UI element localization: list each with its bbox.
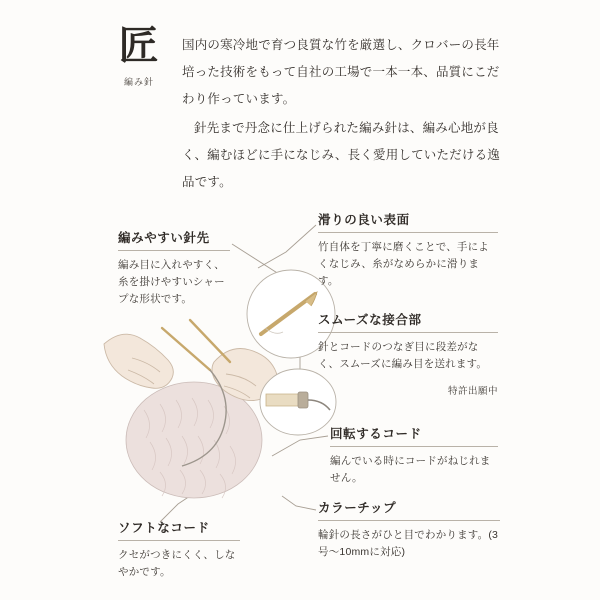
- callout-rule: [318, 332, 498, 333]
- callout-soft-cord: [118, 518, 240, 581]
- callout-rule: [330, 446, 498, 447]
- callout-body: 編み目に入れやすく、糸を掛けやすいシャープな形状です。: [118, 259, 225, 305]
- brand-subtitle: 編み針: [123, 77, 154, 87]
- callout-rule: [318, 232, 498, 233]
- callout-rotating-cord: [330, 424, 498, 487]
- callout-title: 編みやすい針先: [118, 231, 210, 245]
- callout-title: 滑りの良い表面: [318, 213, 410, 227]
- patent-pending-note: 特許出願中: [447, 386, 498, 397]
- callout-body: 竹自体を丁寧に磨くことで、手によくなじみ、糸がなめらかに滑ります。: [318, 241, 489, 287]
- lead-paragraph-1: 国内の寒冷地で育つ良質な竹を厳選し、クロバーの長年培った技術をもって自社の工場で一本一本、品質にこだわり作っています。: [182, 38, 500, 106]
- brand-block: [108, 24, 170, 88]
- left-hand: [104, 334, 173, 388]
- callout-rule: [318, 520, 500, 521]
- callout-body: 針とコードのつなぎ目に段差がなく、スムーズに編み目を送れます。: [318, 341, 488, 370]
- callout-needle-tip: [118, 228, 230, 308]
- callout-smooth-surface: [318, 210, 498, 290]
- callout-title: カラーチップ: [318, 501, 397, 515]
- callout-rule: [118, 540, 240, 541]
- brand-mark: 匠: [118, 22, 160, 69]
- callout-body: 編んでいる時にコードがねじれません。: [330, 455, 491, 484]
- lead-paragraphs: [182, 32, 512, 196]
- callout-rule: [118, 250, 230, 251]
- callout-title: ソフトなコード: [118, 521, 210, 535]
- callout-color-chip: [318, 498, 500, 561]
- lead-paragraph-2: 針先まで丹念に仕上げられた編み針は、編み心地が良く、編むほどに手になじみ、長く愛用していただける逸品です。: [182, 121, 501, 189]
- callout-smooth-joint: [318, 310, 498, 397]
- callout-title: スムーズな接合部: [318, 313, 422, 327]
- callout-title: 回転するコード: [330, 427, 422, 441]
- callout-body: クセがつきにくく、しなやかです。: [118, 549, 236, 578]
- callout-body: 輪針の長さがひと目でわかります。(3号〜10mmに対応): [318, 529, 499, 558]
